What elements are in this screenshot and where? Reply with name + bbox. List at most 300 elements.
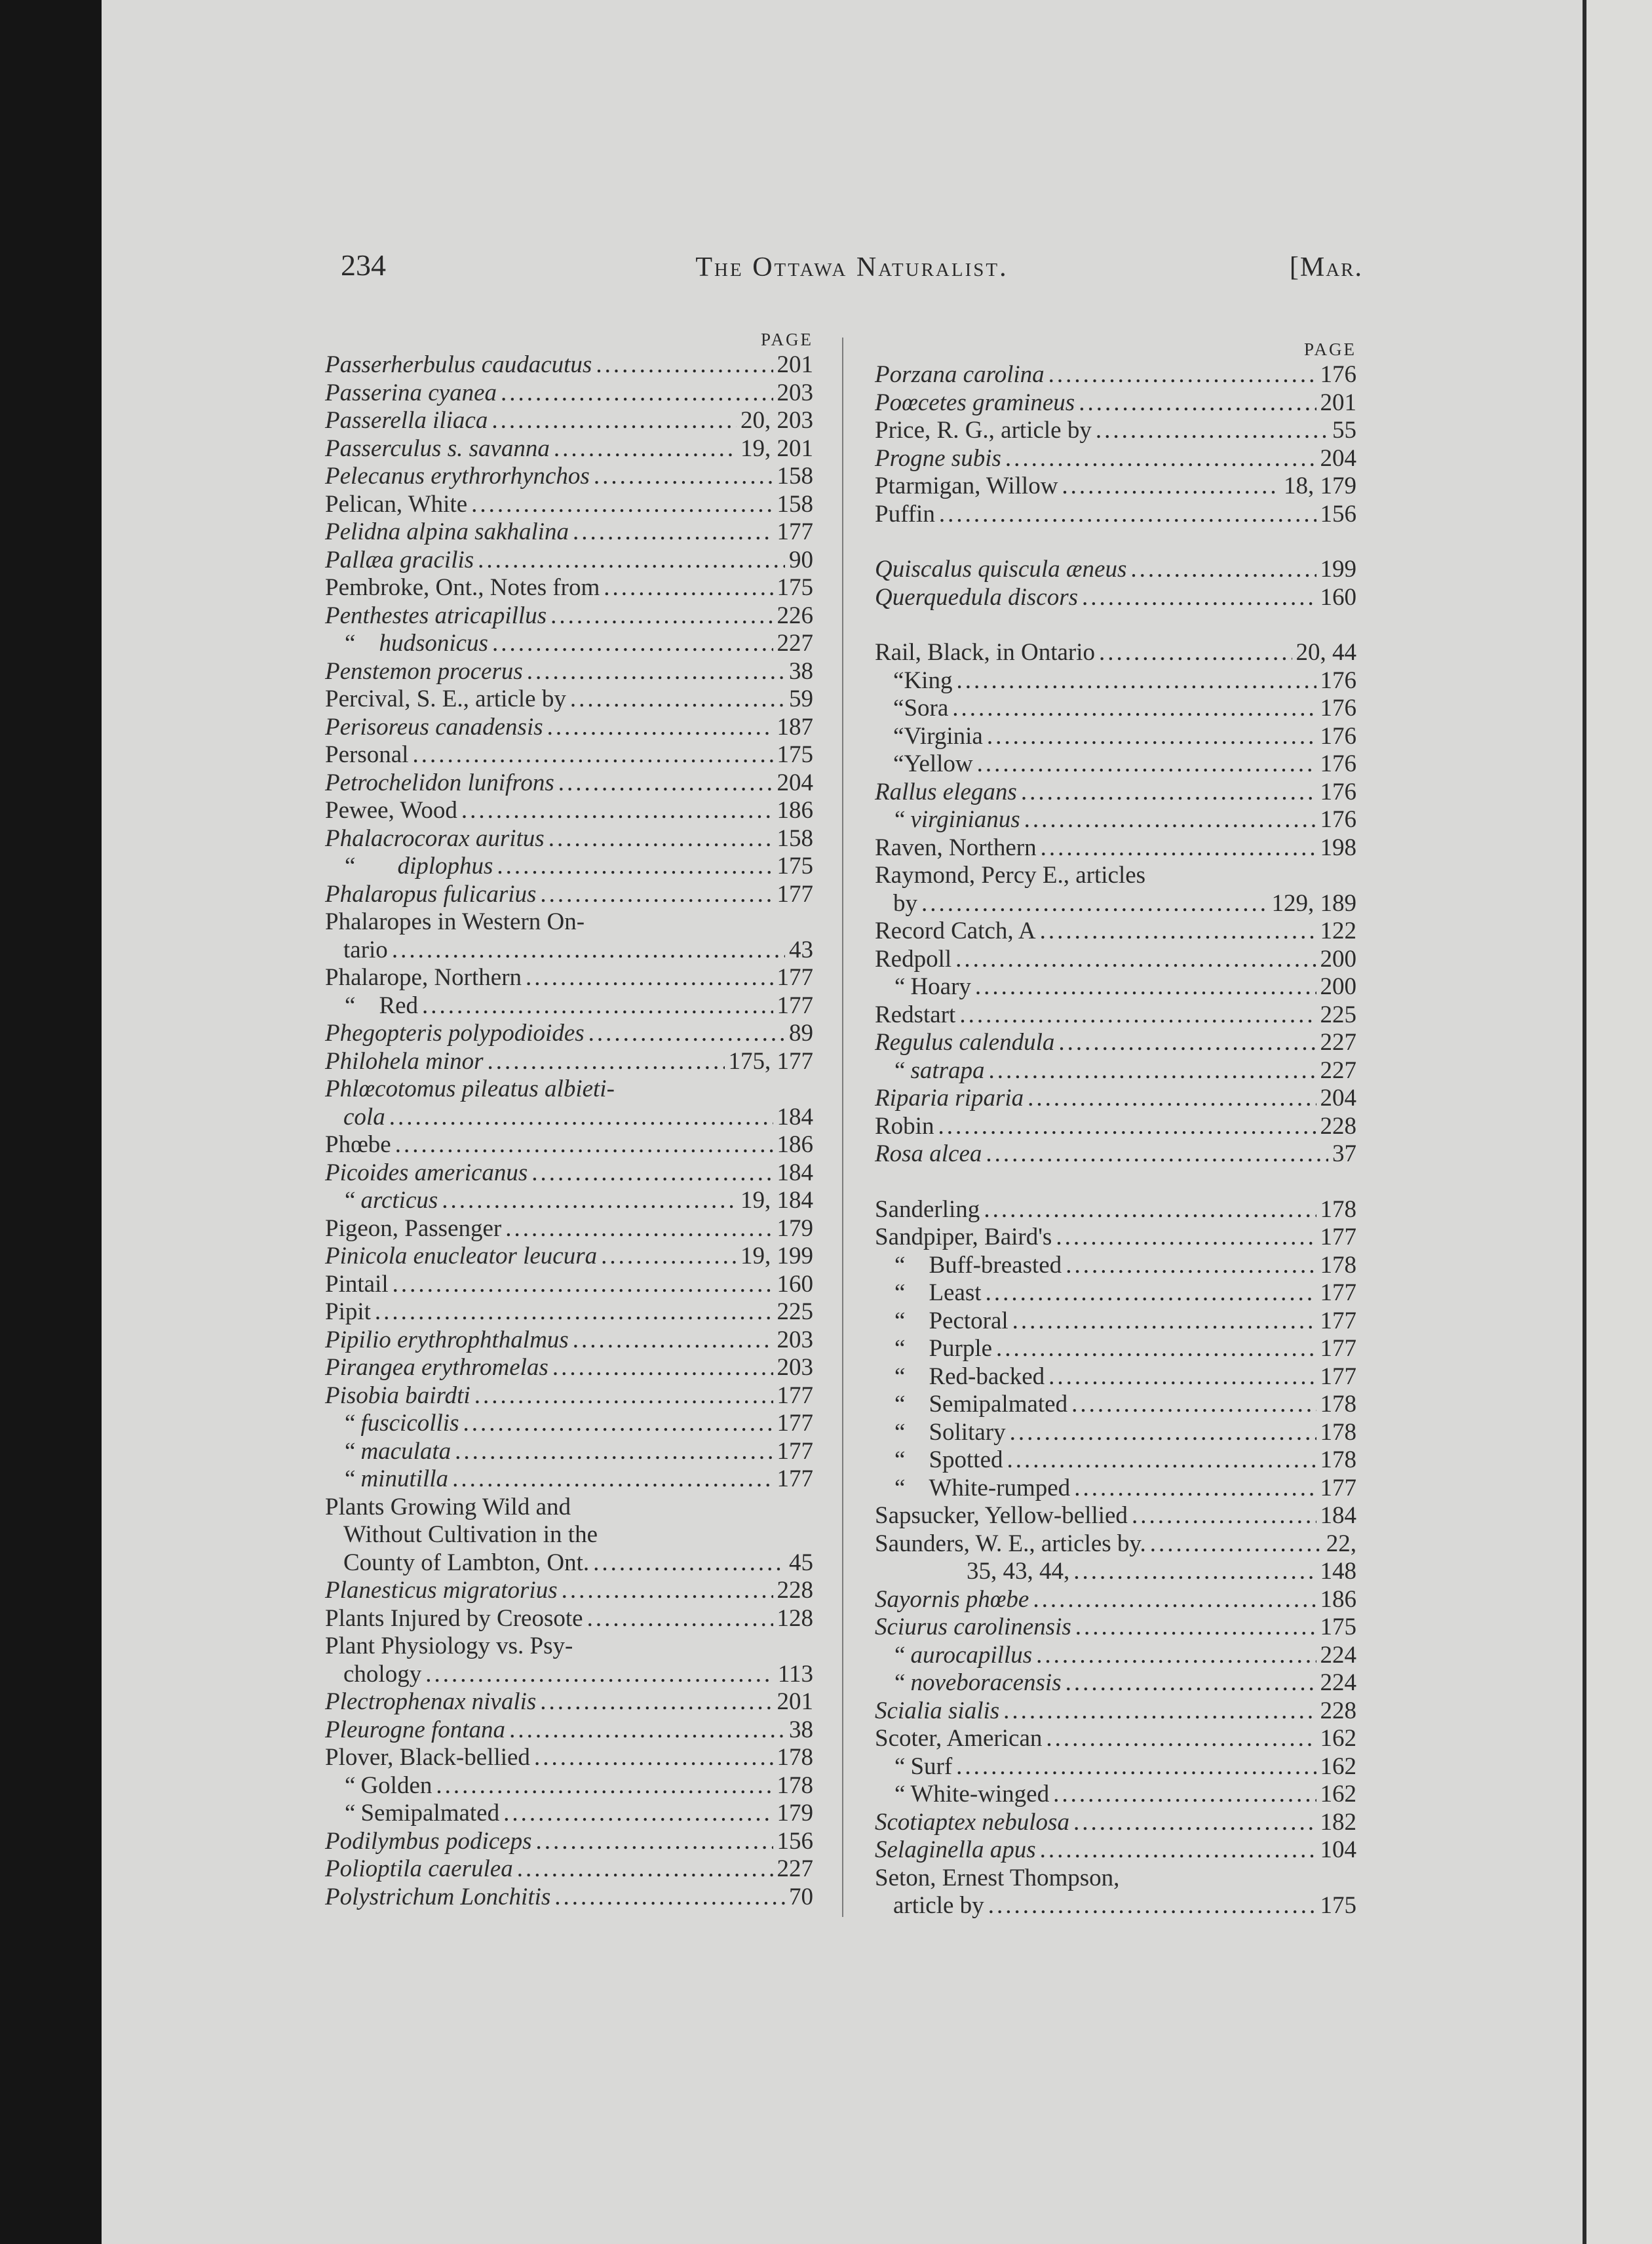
entry-term: County of Lambton, Ont. — [343, 1549, 590, 1576]
index-entry — [325, 1465, 813, 1494]
entry-term: Yellow — [904, 750, 973, 777]
entry-page-numbers: 176 — [1320, 695, 1356, 722]
entry-term: Selaginella apus — [875, 1836, 1036, 1863]
dot-leader — [548, 825, 773, 853]
entry-page-numbers: 179 — [777, 1214, 813, 1242]
entry-page-numbers: 177 — [1320, 1474, 1356, 1501]
entry-term: Plover, Black-bellied — [325, 1744, 530, 1771]
ditto-mark: “ — [894, 1307, 906, 1334]
entry-term: cola — [343, 1103, 385, 1131]
ditto-mark: “ — [893, 750, 904, 777]
letter-section-gap — [875, 528, 1356, 556]
dot-leader — [1033, 1586, 1316, 1614]
entry-term: Percival, S. E., article by — [325, 686, 566, 712]
index-entry — [325, 630, 813, 658]
index-entry — [325, 658, 813, 686]
dot-leader — [471, 491, 773, 519]
dot-leader — [986, 1279, 1316, 1307]
entry-page-numbers: 178 — [777, 1771, 813, 1799]
index-entry — [325, 825, 813, 853]
index-entry — [325, 351, 813, 379]
dot-leader — [1012, 1307, 1316, 1336]
index-entry — [875, 361, 1356, 389]
entry-page-numbers: 184 — [777, 1103, 813, 1131]
entry-page-numbers: 204 — [1320, 444, 1356, 472]
index-entry — [875, 1307, 1356, 1336]
adjacent-page-edge — [1583, 0, 1652, 2244]
index-entry — [325, 1716, 813, 1745]
index-entry — [325, 1772, 813, 1800]
entry-term: Puffin — [875, 500, 935, 528]
index-entry — [875, 1252, 1356, 1280]
dot-leader — [1024, 806, 1316, 834]
letter-section-gap — [875, 1169, 1356, 1196]
index-entry — [325, 407, 813, 435]
index-entry — [875, 779, 1356, 807]
entry-page-numbers: 129, 189 — [1271, 889, 1356, 917]
index-entry — [325, 1633, 813, 1661]
entry-term: Petrochelidon lunifrons — [325, 769, 554, 796]
entry-page-numbers: 148 — [1320, 1558, 1356, 1585]
entry-page-numbers: 156 — [777, 1827, 813, 1855]
ditto-mark: “ — [894, 1752, 906, 1780]
entry-page-numbers: 203 — [777, 1354, 813, 1381]
index-entry — [325, 1131, 813, 1159]
entry-term: Sapsucker, Yellow-bellied — [875, 1502, 1128, 1529]
ditto-mark: “ — [894, 1056, 906, 1084]
dot-leader — [1074, 1475, 1316, 1503]
index-entry — [875, 1558, 1356, 1586]
entry-page-numbers: 187 — [777, 713, 813, 741]
entry-term: Buff-breasted — [929, 1251, 1062, 1279]
ditto-mark: “ — [894, 1781, 906, 1808]
dot-leader — [1066, 1669, 1316, 1697]
entry-page-numbers: 178 — [1320, 1446, 1356, 1473]
dot-leader — [975, 973, 1316, 1001]
entry-term: Phalaropes in Western On- — [325, 908, 585, 935]
entry-page-numbers: 37 — [1332, 1140, 1356, 1167]
dot-leader — [977, 750, 1316, 779]
ditto-mark: “ — [894, 1641, 906, 1669]
index-entry — [325, 908, 813, 937]
entry-page-numbers: 201 — [1320, 389, 1356, 416]
entry-term: Penthestes atricapillus — [325, 602, 547, 629]
entry-page-numbers: 177 — [777, 992, 813, 1019]
entry-term: fuscicollis — [360, 1410, 459, 1437]
entry-page-numbers: 178 — [1320, 1195, 1356, 1223]
ditto-mark: “ — [345, 630, 356, 657]
entry-page-numbers: 225 — [1320, 1001, 1356, 1028]
ditto-mark: “ — [345, 1437, 356, 1465]
index-entry — [325, 1855, 813, 1884]
entry-term: Personal — [325, 741, 409, 768]
ditto-mark: “ — [894, 1391, 906, 1418]
dot-leader — [989, 1057, 1316, 1085]
ditto-mark: “ — [894, 1279, 906, 1306]
index-entry — [875, 1001, 1356, 1030]
entry-term: Progne subis — [875, 444, 1001, 472]
dot-leader — [984, 1196, 1316, 1224]
index-entry — [325, 547, 813, 575]
entry-term: Pelecanus erythrorhynchos — [325, 463, 590, 490]
index-entry — [875, 1865, 1356, 1893]
ditto-mark: “ — [345, 1410, 356, 1437]
dot-leader — [550, 602, 773, 630]
index-entry — [875, 389, 1356, 417]
dot-leader — [442, 1187, 737, 1215]
dot-leader — [527, 658, 785, 686]
entry-term: arcticus — [360, 1187, 438, 1214]
entry-page-numbers: 178 — [1320, 1391, 1356, 1418]
index-entry — [875, 1029, 1356, 1057]
entry-term: Virginia — [904, 722, 983, 750]
dot-leader — [1040, 1836, 1316, 1865]
index-entry — [875, 1586, 1356, 1614]
index-entry — [875, 1363, 1356, 1391]
ditto-mark: “ — [345, 853, 356, 880]
entry-term: Hoary — [910, 973, 971, 1000]
index-entry — [875, 1753, 1356, 1781]
dot-leader — [478, 547, 785, 575]
dot-leader — [604, 574, 773, 602]
entry-page-numbers: 200 — [1320, 945, 1356, 973]
ditto-mark: “ — [894, 806, 906, 833]
ditto-mark: “ — [894, 1446, 906, 1473]
entry-term: Pipit — [325, 1298, 371, 1325]
entry-page-numbers: 177 — [777, 1410, 813, 1437]
entry-term: Sandpiper, Baird's — [875, 1224, 1052, 1250]
entry-term: Golden — [360, 1771, 432, 1799]
dot-leader — [1010, 1419, 1316, 1447]
entry-term: Redpoll — [875, 945, 952, 973]
entry-term: Porzana carolina — [875, 361, 1045, 388]
entry-term: Penstemon procerus — [325, 657, 523, 685]
index-entry — [325, 1020, 813, 1048]
entry-page-numbers: 203 — [777, 1326, 813, 1353]
entry-term: tario — [343, 936, 388, 963]
entry-page-numbers: 158 — [777, 463, 813, 490]
dot-leader — [570, 686, 785, 714]
entry-page-numbers: 22, — [1326, 1530, 1356, 1557]
index-entry — [325, 964, 813, 992]
index-entry — [875, 1892, 1356, 1920]
dot-leader — [517, 1855, 773, 1884]
index-entry — [325, 435, 813, 463]
entry-page-numbers: 177 — [1320, 1224, 1356, 1250]
entry-term: Plectrophenax nivalis — [325, 1688, 537, 1715]
entry-page-numbers: 186 — [1320, 1585, 1356, 1613]
entry-page-numbers: 160 — [1320, 583, 1356, 611]
entry-page-numbers: 175, 177 — [728, 1047, 813, 1075]
dot-leader — [987, 723, 1316, 751]
dot-leader — [1028, 1085, 1316, 1113]
entry-page-numbers: 224 — [1320, 1669, 1356, 1696]
entry-term: virginianus — [910, 806, 1020, 833]
dot-leader — [939, 501, 1316, 529]
dot-leader — [554, 1884, 785, 1912]
index-entry — [875, 1446, 1356, 1475]
dot-leader — [503, 1800, 773, 1828]
entry-page-numbers: 113 — [777, 1660, 813, 1688]
entry-page-numbers: 160 — [777, 1270, 813, 1298]
dot-leader — [393, 1271, 773, 1299]
entry-term: Perisoreus canadensis — [325, 713, 543, 741]
index-entry — [325, 518, 813, 547]
dot-leader — [389, 1104, 773, 1132]
index-entry — [325, 1048, 813, 1076]
dot-leader — [497, 853, 773, 881]
dot-leader — [593, 1549, 785, 1577]
entry-term: Planesticus migratorius — [325, 1577, 558, 1604]
index-entry — [875, 946, 1356, 974]
dot-leader — [1046, 1725, 1316, 1753]
dot-leader — [1056, 1224, 1316, 1252]
index-entry — [325, 1104, 813, 1132]
dot-leader — [996, 1335, 1316, 1363]
index-entry — [325, 1828, 813, 1856]
letter-section-gap — [875, 611, 1356, 639]
index-entry — [325, 1549, 813, 1577]
index-entry — [875, 501, 1356, 529]
entry-page-numbers: 19, 201 — [740, 435, 813, 462]
entry-term: minutilla — [360, 1465, 449, 1492]
ditto-mark: “ — [893, 722, 904, 750]
entry-page-numbers: 89 — [789, 1020, 813, 1047]
index-entry — [875, 1419, 1356, 1447]
entry-page-numbers: 104 — [1320, 1836, 1356, 1863]
dot-leader — [488, 1048, 725, 1076]
dot-leader — [959, 1001, 1316, 1030]
dot-leader — [1099, 639, 1292, 667]
entry-page-numbers: 19, 184 — [740, 1187, 813, 1214]
dot-leader — [463, 1410, 773, 1438]
index-entry — [875, 1836, 1356, 1865]
dot-leader — [474, 1382, 773, 1410]
entry-term: Saunders, W. E., articles by. — [875, 1530, 1146, 1557]
ditto-mark: “ — [345, 1771, 356, 1799]
entry-page-numbers: 201 — [777, 1688, 813, 1715]
entry-term: White-winged — [910, 1781, 1050, 1808]
dot-leader — [436, 1772, 773, 1800]
index-entry — [325, 741, 813, 769]
entry-page-numbers: 186 — [777, 797, 813, 824]
ditto-mark: “ — [894, 1418, 906, 1446]
entry-page-numbers: 177 — [777, 1437, 813, 1465]
entry-page-numbers: 182 — [1320, 1808, 1356, 1836]
entry-term: Plants Injured by Creosote — [325, 1604, 583, 1632]
index-entry — [325, 1438, 813, 1466]
dot-leader — [955, 946, 1316, 974]
dot-leader — [1132, 1502, 1316, 1530]
ditto-mark: “ — [345, 992, 356, 1019]
index-entry — [325, 1326, 813, 1355]
entry-term: Scoter, American — [875, 1725, 1043, 1752]
index-entry — [325, 992, 813, 1020]
index-entry — [875, 473, 1356, 501]
dot-leader — [596, 351, 773, 379]
dot-leader — [375, 1298, 773, 1326]
dot-leader — [1048, 1363, 1316, 1391]
entry-page-numbers: 162 — [1320, 1781, 1356, 1808]
index-entry — [875, 1697, 1356, 1726]
index-entry — [875, 417, 1356, 445]
index-entry — [875, 1057, 1356, 1085]
ditto-mark: “ — [894, 1669, 906, 1696]
entry-term: aurocapillus — [910, 1641, 1033, 1669]
entry-term: Passerculus s. savanna — [325, 435, 550, 462]
dot-leader — [554, 435, 737, 463]
index-entry — [325, 1382, 813, 1410]
dot-leader — [1130, 556, 1316, 584]
index-entry — [325, 574, 813, 602]
dot-leader — [562, 1577, 773, 1605]
index-entry — [875, 1614, 1356, 1642]
entry-page-numbers: 227 — [1320, 1029, 1356, 1056]
dot-leader — [986, 1140, 1328, 1169]
entry-term: Record Catch, A — [875, 918, 1036, 944]
dot-leader — [1079, 389, 1316, 417]
index-entry — [875, 918, 1356, 946]
index-entry — [875, 862, 1356, 890]
index-entry — [875, 973, 1356, 1001]
entry-term: Querquedula discors — [875, 583, 1079, 611]
dot-leader — [452, 1465, 773, 1494]
entry-page-numbers: 55 — [1332, 417, 1356, 444]
entry-term: Semipalmated — [929, 1391, 1068, 1418]
dot-leader — [1005, 445, 1316, 473]
entry-term: Scotiaptex nebulosa — [875, 1808, 1069, 1836]
index-entry — [875, 639, 1356, 667]
entry-term: 35, 43, 44, — [967, 1558, 1070, 1585]
entry-term: noveboracensis — [910, 1669, 1062, 1696]
dot-leader — [938, 1113, 1316, 1141]
entry-term: satrapa — [910, 1056, 985, 1084]
index-entry — [325, 1271, 813, 1299]
dot-leader — [1071, 1391, 1316, 1419]
entry-page-numbers: 177 — [1320, 1307, 1356, 1334]
entry-term: maculata — [360, 1437, 451, 1465]
entry-page-numbers: 177 — [777, 1382, 813, 1409]
dot-leader — [509, 1716, 785, 1745]
index-entry — [875, 723, 1356, 751]
entry-page-numbers: 175 — [777, 741, 813, 768]
entry-term: Polioptila caerulea — [325, 1855, 513, 1882]
index-column-left — [325, 328, 813, 1911]
entry-page-numbers: 225 — [777, 1298, 813, 1325]
entry-page-numbers: 177 — [777, 1465, 813, 1492]
entry-term: Pelican, White — [325, 490, 468, 518]
index-entry — [325, 1494, 813, 1522]
entry-page-numbers: 228 — [777, 1577, 813, 1604]
entry-term: Price, R. G., article by — [875, 417, 1092, 444]
index-entry — [325, 1410, 813, 1438]
dot-leader — [988, 1892, 1316, 1920]
index-entry — [875, 806, 1356, 834]
entry-term: Pewee, Wood — [325, 797, 457, 824]
dot-leader — [540, 881, 773, 909]
entry-page-numbers: 228 — [1320, 1112, 1356, 1140]
entry-term: Regulus calendula — [875, 1029, 1055, 1056]
index-entry — [325, 1744, 813, 1772]
entry-page-numbers: 201 — [777, 351, 813, 378]
dot-leader — [1058, 1029, 1316, 1057]
index-entry — [875, 695, 1356, 723]
dot-leader — [1036, 1642, 1316, 1670]
entry-page-numbers: 176 — [1320, 778, 1356, 805]
ditto-mark: “ — [894, 973, 906, 1000]
entry-page-numbers: 177 — [777, 964, 813, 991]
ditto-mark: “ — [345, 1800, 356, 1827]
index-entry — [325, 491, 813, 519]
index-entry — [875, 750, 1356, 779]
dot-leader — [956, 1753, 1316, 1781]
dot-leader — [1073, 1558, 1316, 1586]
entry-term: Red-backed — [929, 1363, 1045, 1390]
entry-page-numbers: 43 — [789, 936, 813, 963]
entry-page-numbers: 184 — [1320, 1502, 1356, 1529]
index-entry — [325, 1243, 813, 1271]
dot-leader — [491, 407, 737, 435]
entry-term: Least — [929, 1279, 982, 1306]
page-number: 234 — [341, 248, 386, 282]
dot-leader — [1048, 361, 1316, 389]
index-entry — [325, 1884, 813, 1912]
index-entry — [325, 1688, 813, 1716]
entry-term: Plant Physiology vs. Psy- — [325, 1633, 573, 1659]
dot-leader — [547, 714, 773, 742]
index-column-right — [875, 338, 1356, 1920]
entry-term: Pinicola enucleator leucura — [325, 1243, 598, 1269]
entry-term: Raymond, Percy E., articles — [875, 862, 1146, 889]
entry-page-numbers: 177 — [1320, 1363, 1356, 1390]
entry-page-numbers: 204 — [1320, 1085, 1356, 1112]
entry-page-numbers: 45 — [789, 1549, 813, 1576]
journal-title: The Ottawa Naturalist. — [695, 252, 1008, 282]
dot-leader — [1003, 1697, 1316, 1726]
page-column-label: PAGE — [1303, 339, 1356, 359]
entry-page-numbers: 20, 44 — [1296, 639, 1356, 666]
index-entry — [325, 1298, 813, 1326]
index-entry — [875, 834, 1356, 862]
column-divider — [842, 338, 843, 1917]
dot-leader — [952, 695, 1316, 723]
entry-page-numbers: 200 — [1320, 973, 1356, 1000]
entry-page-numbers: 177 — [777, 518, 813, 545]
entry-term: Phalarope, Northern — [325, 964, 522, 991]
entry-term: Philohela minor — [325, 1047, 484, 1075]
entry-page-numbers: 59 — [789, 686, 813, 712]
entry-term: Pectoral — [929, 1307, 1008, 1334]
dot-leader — [526, 964, 773, 992]
dot-leader — [534, 1744, 773, 1772]
entry-term: Sciurus carolinensis — [875, 1614, 1071, 1640]
index-entry — [325, 853, 813, 881]
entry-term: Passerherbulus caudacutus — [325, 351, 592, 378]
entry-term: Phalacrocorax auritus — [325, 824, 545, 852]
entry-term: Surf — [910, 1752, 953, 1780]
entry-page-numbers: 162 — [1320, 1725, 1356, 1752]
entry-page-numbers: 175 — [1320, 1614, 1356, 1640]
entry-page-numbers: 177 — [1320, 1335, 1356, 1362]
dot-leader — [956, 667, 1316, 695]
dot-leader — [594, 463, 773, 491]
page-column-label: PAGE — [760, 330, 813, 349]
entry-page-numbers: 179 — [777, 1800, 813, 1827]
dot-leader — [422, 992, 773, 1020]
entry-page-numbers: 199 — [1320, 556, 1356, 583]
entry-page-numbers: 178 — [777, 1744, 813, 1771]
entry-term: Plants Growing Wild and — [325, 1493, 571, 1520]
